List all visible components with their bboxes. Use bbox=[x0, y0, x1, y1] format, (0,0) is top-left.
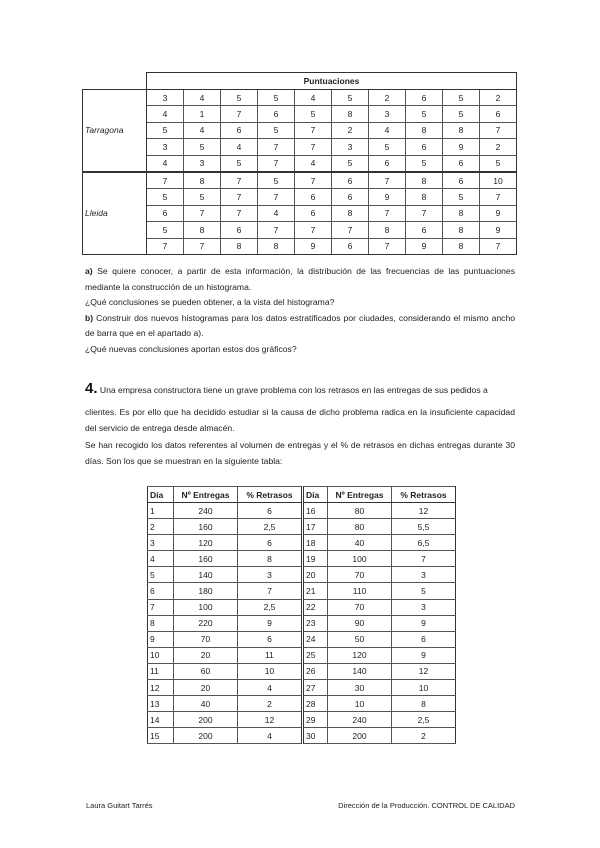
score-cell: 4 bbox=[258, 205, 295, 221]
day-cell: 10 bbox=[148, 647, 174, 663]
delay-cell: 6 bbox=[238, 503, 303, 519]
score-cell: 7 bbox=[295, 139, 332, 155]
score-cell: 5 bbox=[147, 222, 184, 238]
score-cell: 8 bbox=[332, 205, 369, 221]
score-cell: 7 bbox=[258, 189, 295, 205]
section-number: 4. bbox=[85, 380, 98, 397]
blank-corner bbox=[83, 73, 147, 90]
score-cell: 5 bbox=[147, 189, 184, 205]
day-cell: 11 bbox=[148, 663, 174, 679]
score-cell: 8 bbox=[332, 106, 369, 122]
score-cell: 7 bbox=[480, 189, 517, 205]
day-cell: 4 bbox=[148, 551, 174, 567]
deliveries-cell: 90 bbox=[328, 615, 392, 631]
deliveries-table bbox=[147, 486, 456, 744]
score-cell: 7 bbox=[406, 205, 443, 221]
deliveries-row bbox=[148, 519, 456, 535]
day-cell: 26 bbox=[303, 663, 328, 679]
score-cell: 10 bbox=[480, 172, 517, 189]
score-cell: 5 bbox=[332, 155, 369, 172]
score-cell: 6 bbox=[295, 205, 332, 221]
deliveries-cell: 40 bbox=[174, 696, 238, 712]
score-cell: 7 bbox=[258, 139, 295, 155]
day-cell: 9 bbox=[148, 631, 174, 647]
scores-row bbox=[83, 155, 517, 172]
scores-header-row bbox=[83, 73, 517, 90]
score-cell: 5 bbox=[406, 106, 443, 122]
delay-cell: 12 bbox=[238, 712, 303, 728]
score-cell: 7 bbox=[221, 106, 258, 122]
score-cell: 5 bbox=[221, 155, 258, 172]
score-cell: 8 bbox=[406, 189, 443, 205]
delay-cell: 8 bbox=[238, 551, 303, 567]
deliveries-cell: 140 bbox=[174, 567, 238, 583]
score-cell: 5 bbox=[443, 189, 480, 205]
score-cell: 4 bbox=[369, 122, 406, 138]
score-cell: 5 bbox=[258, 172, 295, 189]
score-cell: 6 bbox=[443, 172, 480, 189]
score-cell: 8 bbox=[221, 238, 258, 254]
score-cell: 7 bbox=[332, 222, 369, 238]
score-cell: 7 bbox=[369, 238, 406, 254]
delay-cell: 2 bbox=[392, 728, 456, 744]
deliveries-cell: 240 bbox=[174, 503, 238, 519]
score-cell: 2 bbox=[332, 122, 369, 138]
delay-cell: 8 bbox=[392, 696, 456, 712]
question-b bbox=[85, 311, 515, 342]
score-cell: 5 bbox=[258, 90, 295, 106]
day-cell: 6 bbox=[148, 583, 174, 599]
col-header-dia: Día bbox=[148, 487, 174, 503]
delay-cell: 4 bbox=[238, 680, 303, 696]
deliveries-cell: 100 bbox=[174, 599, 238, 615]
score-cell: 5 bbox=[295, 106, 332, 122]
deliveries-cell: 20 bbox=[174, 647, 238, 663]
question-b-label: b) bbox=[85, 312, 94, 323]
score-cell: 8 bbox=[443, 222, 480, 238]
score-cell: 7 bbox=[147, 238, 184, 254]
score-cell: 7 bbox=[221, 205, 258, 221]
delay-cell: 6 bbox=[392, 631, 456, 647]
scores-row bbox=[83, 238, 517, 254]
score-cell: 6 bbox=[332, 189, 369, 205]
score-cell: 7 bbox=[480, 122, 517, 138]
delay-cell: 12 bbox=[392, 503, 456, 519]
footer-course: Dirección de la Producción. CONTROL DE CALIDAD bbox=[338, 801, 515, 810]
day-cell: 23 bbox=[303, 615, 328, 631]
deliveries-row bbox=[148, 503, 456, 519]
scores-row bbox=[83, 189, 517, 205]
delay-cell: 2,5 bbox=[392, 712, 456, 728]
day-cell: 5 bbox=[148, 567, 174, 583]
score-cell: 6 bbox=[369, 155, 406, 172]
delay-cell: 2,5 bbox=[238, 519, 303, 535]
score-cell: 7 bbox=[147, 172, 184, 189]
deliveries-cell: 180 bbox=[174, 583, 238, 599]
day-cell: 3 bbox=[148, 535, 174, 551]
day-cell: 1 bbox=[148, 503, 174, 519]
delay-cell: 3 bbox=[392, 599, 456, 615]
score-cell: 9 bbox=[369, 189, 406, 205]
deliveries-cell: 30 bbox=[328, 680, 392, 696]
score-cell: 3 bbox=[184, 155, 221, 172]
score-cell: 6 bbox=[221, 222, 258, 238]
score-cell: 9 bbox=[480, 205, 517, 221]
scores-row bbox=[83, 90, 517, 106]
delay-cell: 9 bbox=[238, 615, 303, 631]
score-cell: 7 bbox=[184, 238, 221, 254]
delay-cell: 11 bbox=[238, 647, 303, 663]
deliveries-cell: 50 bbox=[328, 631, 392, 647]
question-a bbox=[85, 264, 515, 295]
score-cell: 6 bbox=[406, 222, 443, 238]
score-cell: 7 bbox=[295, 172, 332, 189]
score-cell: 6 bbox=[480, 106, 517, 122]
day-cell: 17 bbox=[303, 519, 328, 535]
deliveries-row bbox=[148, 728, 456, 744]
deliveries-row bbox=[148, 663, 456, 679]
score-cell: 7 bbox=[295, 122, 332, 138]
city-label: Lleida bbox=[83, 172, 147, 254]
score-cell: 7 bbox=[221, 189, 258, 205]
day-cell: 30 bbox=[303, 728, 328, 744]
deliveries-cell: 200 bbox=[174, 728, 238, 744]
deliveries-cell: 70 bbox=[328, 599, 392, 615]
deliveries-row bbox=[148, 631, 456, 647]
deliveries-row bbox=[148, 599, 456, 615]
score-cell: 8 bbox=[443, 205, 480, 221]
score-cell: 5 bbox=[480, 155, 517, 172]
score-cell: 5 bbox=[443, 90, 480, 106]
questions-block bbox=[85, 264, 515, 357]
question-b-text: Construir dos nuevos histogramas para los datos estratificados por ciudades, considerando el mismo ancho de barra que en el apartado a). bbox=[85, 312, 515, 338]
deliveries-row bbox=[148, 551, 456, 567]
score-cell: 8 bbox=[369, 222, 406, 238]
deliveries-cell: 200 bbox=[174, 712, 238, 728]
scores-row bbox=[83, 122, 517, 138]
score-cell: 5 bbox=[258, 122, 295, 138]
day-cell: 8 bbox=[148, 615, 174, 631]
score-cell: 7 bbox=[480, 238, 517, 254]
deliveries-cell: 120 bbox=[174, 535, 238, 551]
score-cell: 9 bbox=[480, 222, 517, 238]
question-a-prompt: ¿Qué conclusiones se pueden obtener, a la vista del histograma? bbox=[85, 297, 335, 307]
delay-cell: 3 bbox=[238, 567, 303, 583]
score-cell: 9 bbox=[443, 139, 480, 155]
score-cell: 7 bbox=[184, 205, 221, 221]
score-cell: 7 bbox=[258, 222, 295, 238]
score-cell: 7 bbox=[295, 222, 332, 238]
score-cell: 6 bbox=[406, 139, 443, 155]
scores-table bbox=[82, 72, 517, 255]
day-cell: 13 bbox=[148, 696, 174, 712]
day-cell: 2 bbox=[148, 519, 174, 535]
score-cell: 6 bbox=[147, 205, 184, 221]
score-cell: 9 bbox=[295, 238, 332, 254]
day-cell: 18 bbox=[303, 535, 328, 551]
deliveries-header-row bbox=[148, 487, 456, 503]
delay-cell: 2,5 bbox=[238, 599, 303, 615]
score-cell: 6 bbox=[221, 122, 258, 138]
score-cell: 4 bbox=[295, 155, 332, 172]
score-cell: 7 bbox=[369, 172, 406, 189]
col-header-retrasos: % Retrasos bbox=[238, 487, 303, 503]
deliveries-cell: 160 bbox=[174, 551, 238, 567]
deliveries-row bbox=[148, 712, 456, 728]
score-cell: 5 bbox=[443, 106, 480, 122]
delay-cell: 10 bbox=[238, 663, 303, 679]
score-cell: 8 bbox=[443, 238, 480, 254]
col-header-entregas-2: Nº Entregas bbox=[328, 487, 392, 503]
delay-cell: 5 bbox=[392, 583, 456, 599]
score-cell: 6 bbox=[258, 106, 295, 122]
delay-cell: 9 bbox=[392, 615, 456, 631]
score-cell: 5 bbox=[406, 155, 443, 172]
deliveries-row bbox=[148, 583, 456, 599]
deliveries-row bbox=[148, 647, 456, 663]
delay-cell: 7 bbox=[238, 583, 303, 599]
score-cell: 7 bbox=[258, 155, 295, 172]
score-cell: 1 bbox=[184, 106, 221, 122]
deliveries-row bbox=[148, 680, 456, 696]
delay-cell: 3 bbox=[392, 567, 456, 583]
deliveries-cell: 70 bbox=[174, 631, 238, 647]
day-cell: 12 bbox=[148, 680, 174, 696]
score-cell: 8 bbox=[258, 238, 295, 254]
deliveries-cell: 40 bbox=[328, 535, 392, 551]
deliveries-row bbox=[148, 696, 456, 712]
scores-row bbox=[83, 139, 517, 155]
score-cell: 7 bbox=[369, 205, 406, 221]
score-cell: 6 bbox=[406, 90, 443, 106]
score-cell: 8 bbox=[406, 172, 443, 189]
delay-cell: 7 bbox=[392, 551, 456, 567]
score-cell: 2 bbox=[480, 90, 517, 106]
question-a-text: Se quiere conocer, a partir de esta información, la distribución de las frecuencias de las puntuaciones mediante la construcción de un histograma. bbox=[85, 266, 515, 292]
day-cell: 16 bbox=[303, 503, 328, 519]
section-4-intro-rest: clientes. Es por ello que ha decidido estudiar si la causa de dicho problema radica en la insuficiente capacidad del servicio de entrega desde almacén. bbox=[85, 407, 515, 434]
city-label: Tarragona bbox=[83, 90, 147, 172]
delay-cell: 9 bbox=[392, 647, 456, 663]
score-cell: 5 bbox=[147, 122, 184, 138]
footer-author: Laura Guitart Tarrés bbox=[86, 801, 153, 810]
score-cell: 5 bbox=[332, 90, 369, 106]
deliveries-cell: 80 bbox=[328, 503, 392, 519]
deliveries-cell: 100 bbox=[328, 551, 392, 567]
score-cell: 2 bbox=[480, 139, 517, 155]
deliveries-cell: 60 bbox=[174, 663, 238, 679]
score-cell: 5 bbox=[221, 90, 258, 106]
delay-cell: 4 bbox=[238, 728, 303, 744]
delay-cell: 12 bbox=[392, 663, 456, 679]
score-cell: 6 bbox=[332, 238, 369, 254]
deliveries-cell: 80 bbox=[328, 519, 392, 535]
col-header-dia-2: Día bbox=[303, 487, 328, 503]
delay-cell: 6 bbox=[238, 535, 303, 551]
day-cell: 22 bbox=[303, 599, 328, 615]
section-4 bbox=[85, 379, 515, 469]
score-cell: 7 bbox=[221, 172, 258, 189]
scores-row bbox=[83, 222, 517, 238]
day-cell: 27 bbox=[303, 680, 328, 696]
scores-row bbox=[83, 106, 517, 122]
delay-cell: 5,5 bbox=[392, 519, 456, 535]
deliveries-cell: 200 bbox=[328, 728, 392, 744]
score-cell: 3 bbox=[332, 139, 369, 155]
day-cell: 14 bbox=[148, 712, 174, 728]
deliveries-cell: 20 bbox=[174, 680, 238, 696]
day-cell: 7 bbox=[148, 599, 174, 615]
deliveries-cell: 160 bbox=[174, 519, 238, 535]
score-cell: 9 bbox=[406, 238, 443, 254]
section-4-first-line bbox=[85, 379, 515, 400]
score-cell: 6 bbox=[295, 189, 332, 205]
score-cell: 3 bbox=[147, 90, 184, 106]
score-cell: 8 bbox=[443, 122, 480, 138]
day-cell: 24 bbox=[303, 631, 328, 647]
delay-cell: 6,5 bbox=[392, 535, 456, 551]
question-a-label: a) bbox=[85, 266, 93, 276]
score-cell: 4 bbox=[184, 122, 221, 138]
score-cell: 4 bbox=[184, 90, 221, 106]
score-cell: 8 bbox=[184, 222, 221, 238]
deliveries-row bbox=[148, 567, 456, 583]
score-cell: 5 bbox=[184, 189, 221, 205]
delay-cell: 10 bbox=[392, 680, 456, 696]
score-cell: 5 bbox=[369, 139, 406, 155]
score-cell: 4 bbox=[221, 139, 258, 155]
col-header-retrasos-2: % Retrasos bbox=[392, 487, 456, 503]
day-cell: 15 bbox=[148, 728, 174, 744]
day-cell: 29 bbox=[303, 712, 328, 728]
deliveries-cell: 10 bbox=[328, 696, 392, 712]
deliveries-cell: 220 bbox=[174, 615, 238, 631]
deliveries-cell: 120 bbox=[328, 647, 392, 663]
deliveries-row bbox=[148, 535, 456, 551]
day-cell: 20 bbox=[303, 567, 328, 583]
delay-cell: 2 bbox=[238, 696, 303, 712]
day-cell: 25 bbox=[303, 647, 328, 663]
score-cell: 6 bbox=[443, 155, 480, 172]
delay-cell: 6 bbox=[238, 631, 303, 647]
score-cell: 3 bbox=[369, 106, 406, 122]
scores-header: Puntuaciones bbox=[147, 73, 517, 90]
day-cell: 28 bbox=[303, 696, 328, 712]
score-cell: 8 bbox=[406, 122, 443, 138]
scores-row bbox=[83, 172, 517, 189]
deliveries-cell: 110 bbox=[328, 583, 392, 599]
score-cell: 4 bbox=[147, 106, 184, 122]
deliveries-cell: 70 bbox=[328, 567, 392, 583]
scores-row bbox=[83, 205, 517, 221]
score-cell: 4 bbox=[147, 155, 184, 172]
day-cell: 21 bbox=[303, 583, 328, 599]
score-cell: 5 bbox=[184, 139, 221, 155]
score-cell: 2 bbox=[369, 90, 406, 106]
score-cell: 8 bbox=[184, 172, 221, 189]
score-cell: 4 bbox=[295, 90, 332, 106]
question-b-prompt: ¿Qué nuevas conclusiones aportan estos dos gráficos? bbox=[85, 343, 297, 354]
deliveries-row bbox=[148, 615, 456, 631]
deliveries-cell: 240 bbox=[328, 712, 392, 728]
score-cell: 3 bbox=[147, 139, 184, 155]
section-4-intro-first: Una empresa constructora tiene un grave problema con los retrasos en las entregas de sus pedidos a bbox=[97, 385, 488, 395]
deliveries-cell: 140 bbox=[328, 663, 392, 679]
score-cell: 6 bbox=[332, 172, 369, 189]
day-cell: 19 bbox=[303, 551, 328, 567]
section-4-data-text: Se han recogido los datos referentes al volumen de entregas y el % de retrasos en dichas entregas durante 30 días. Son los que se muestran en la siguiente tabla: bbox=[85, 439, 515, 466]
col-header-entregas: Nº Entregas bbox=[174, 487, 238, 503]
